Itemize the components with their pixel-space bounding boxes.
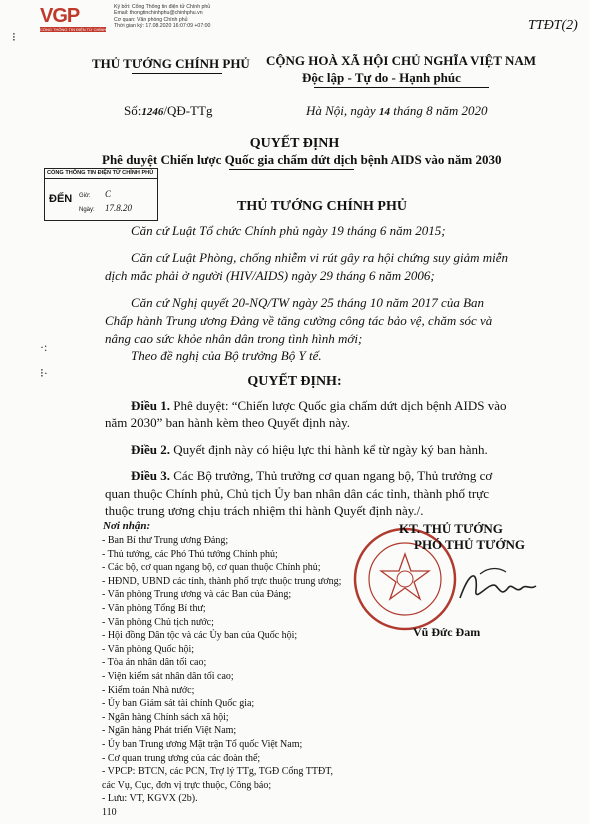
document-number bbox=[124, 103, 212, 119]
stamp-gio-label: Giờ: bbox=[79, 193, 91, 199]
email-text: Email: thongtinchinhphu@chinhphu.vn bbox=[114, 10, 203, 17]
recipient-item: - Văn phòng Quốc hội; bbox=[102, 643, 195, 655]
recipient-item: - Tòa án nhân dân tối cao; bbox=[102, 657, 207, 669]
signer-name: Vũ Đức Đam bbox=[413, 625, 481, 639]
number-prefix: Số: bbox=[124, 103, 142, 118]
stamp-den-label: ĐẾN bbox=[49, 193, 73, 205]
authority-heading: THỦ TƯỚNG CHÍNH PHỦ bbox=[237, 199, 407, 214]
signature-title-2: PHÓ THỦ TƯỚNG bbox=[414, 537, 525, 552]
preamble-line: Theo đề nghị của Bộ trưởng Bộ Y tế. bbox=[131, 348, 322, 363]
article-line: năm 2030” ban hành kèm theo Quyết định này. bbox=[105, 415, 351, 430]
date-line bbox=[306, 103, 487, 119]
receipt-stamp bbox=[44, 168, 158, 221]
stamp-divider bbox=[45, 178, 157, 179]
document-subject: Phê duyệt Chiến lược Quốc gia chấm dứt dịch bệnh AIDS vào năm 2030 bbox=[102, 152, 502, 167]
motto-underline bbox=[314, 87, 489, 88]
recipient-item: 110 bbox=[102, 806, 117, 818]
sign-time-text: Thời gian ký: 17.08.2020 16:07:09 +07:00 bbox=[114, 23, 211, 30]
article-3 bbox=[131, 466, 581, 486]
recipient-item: các Vụ, Cục, đơn vị trực thuộc, Công báo; bbox=[102, 779, 272, 791]
recipient-item: - Ngân hàng Chính sách xã hội; bbox=[102, 711, 229, 723]
article-line: thuộc trung ương chịu trách nhiệm thi hành Quyết định này./. bbox=[105, 503, 424, 518]
logo-text: VGP bbox=[40, 5, 80, 27]
recipient-item: - Ủy ban Trung ương Mặt trận Tổ quốc Việt Nam; bbox=[102, 738, 303, 750]
issuer-underline bbox=[132, 73, 222, 74]
recipient-item: - Hội đồng Dân tộc và các Ủy ban của Quốc hội; bbox=[102, 630, 298, 642]
decision-heading: QUYẾT ĐỊNH: bbox=[247, 374, 342, 389]
number-handwritten: 1246 bbox=[141, 106, 164, 118]
preamble-line: Chấp hành Trung ương Đảng về tăng cường công tác bảo vệ, chăm sóc và bbox=[105, 313, 493, 328]
recipient-item: - Ngân hàng Phát triển Việt Nam; bbox=[102, 725, 237, 737]
handwritten-signature bbox=[450, 560, 540, 610]
stamp-header: CỔNG THÔNG TIN ĐIỆN TỬ CHÍNH PHỦ bbox=[47, 170, 154, 176]
recipient-item: - VPCP: BTCN, các PCN, Trợ lý TTg, TGĐ Cổng TTĐT, bbox=[102, 766, 334, 778]
recipient-item: - Thủ tướng, các Phó Thủ tướng Chính phủ; bbox=[102, 548, 278, 560]
motto: Độc lập - Tự do - Hạnh phúc bbox=[302, 70, 461, 85]
number-suffix: /QĐ-TTg bbox=[163, 103, 213, 118]
margin-mark: ⁝ bbox=[12, 30, 16, 44]
margin-mark: ⁝· bbox=[40, 366, 48, 380]
subject-underline bbox=[229, 169, 354, 170]
recipient-item: - Văn phòng Tổng Bí thư; bbox=[102, 602, 206, 614]
document-type: QUYẾT ĐỊNH bbox=[249, 136, 340, 151]
recipient-item: - Kiểm toán Nhà nước; bbox=[102, 684, 195, 696]
preamble-line: Căn cứ Nghị quyết 20-NQ/TW ngày 25 tháng 10 năm 2017 của Ban bbox=[131, 295, 485, 310]
signature-title-1: KT. THỦ TƯỚNG bbox=[399, 521, 503, 536]
article-label: Điều 1. bbox=[131, 398, 170, 413]
stamp-gio-value: C bbox=[105, 189, 112, 199]
recipients-list bbox=[102, 534, 341, 819]
article-text: Quyết định này có hiệu lực thi hành kể từ ngày ký ban hành. bbox=[173, 442, 488, 457]
digital-signature-info bbox=[114, 4, 210, 30]
recipient-item: - HĐND, UBND các tỉnh, thành phố trực thuộc trung ương; bbox=[102, 575, 342, 587]
recipient-item: - Văn phòng Chủ tịch nước; bbox=[102, 616, 214, 628]
nation-heading: CỘNG HOÀ XÃ HỘI CHỦ NGHĨA VIỆT NAM bbox=[266, 53, 537, 68]
recipient-item: - Ban Bí thư Trung ương Đảng; bbox=[102, 535, 229, 546]
stamp-ngay-value: 17.8.20 bbox=[105, 203, 132, 213]
article-label: Điều 3. bbox=[131, 468, 170, 483]
corner-handwritten-note: TTĐT(2) bbox=[528, 18, 578, 33]
agency-text: Cơ quan: Văn phòng Chính phủ bbox=[114, 16, 188, 23]
preamble-line: Căn cứ Luật Tổ chức Chính phủ ngày 19 tháng 6 năm 2015; bbox=[131, 223, 446, 238]
recipients-title: Nơi nhận: bbox=[103, 520, 151, 532]
date-day: 14 bbox=[378, 106, 390, 118]
preamble-line: dịch mắc phải ở người (HIV/AIDS) ngày 29 tháng 6 năm 2006; bbox=[105, 268, 435, 283]
date-suffix: tháng 8 năm 2020 bbox=[393, 103, 488, 118]
issuer-heading: THỦ TƯỚNG CHÍNH PHỦ bbox=[92, 56, 250, 71]
article-2 bbox=[131, 440, 581, 460]
article-label: Điều 2. bbox=[131, 442, 170, 457]
recipient-item: - Lưu: VT, KGVX (2b). bbox=[102, 793, 198, 805]
vgp-logo bbox=[40, 5, 116, 32]
recipient-item: - Cơ quan trung ương của các đoàn thể; bbox=[102, 752, 261, 764]
logo-subtitle: CỔNG THÔNG TIN ĐIỆN TỬ CHÍNH PHỦ bbox=[40, 27, 116, 32]
preamble-line: nâng cao sức khỏe nhân dân trong tình hình mới; bbox=[105, 331, 363, 346]
article-text: Các Bộ trưởng, Thủ trưởng cơ quan ngang bộ, Thủ trưởng cơ bbox=[173, 468, 493, 483]
preamble-line: Căn cứ Luật Phòng, chống nhiễm vi rút gây ra hội chứng suy giảm miễn bbox=[131, 250, 509, 265]
recipient-item: - Ủy ban Giám sát tài chính Quốc gia; bbox=[102, 698, 255, 710]
date-prefix: Hà Nội, ngày bbox=[306, 103, 376, 118]
signer-text: Ký bởi: Cổng Thông tin điện tử Chính phủ bbox=[114, 4, 211, 10]
margin-mark: ·: bbox=[40, 340, 48, 354]
recipient-item: - Viện kiểm sát nhân dân tối cao; bbox=[102, 670, 234, 682]
stamp-ngay-label: Ngày: bbox=[79, 207, 95, 213]
recipient-item: - Các bộ, cơ quan ngang bộ, cơ quan thuộc Chính phủ; bbox=[102, 562, 321, 574]
article-line: quan thuộc Chính phủ, Chủ tịch Ủy ban nhân dân các tỉnh, thành phố trực bbox=[105, 486, 489, 501]
recipient-item: - Văn phòng Trung ương và các Ban của Đảng; bbox=[102, 589, 292, 601]
article-text: Phê duyệt: “Chiến lược Quốc gia chấm dứt dịch bệnh AIDS vào bbox=[173, 398, 507, 413]
